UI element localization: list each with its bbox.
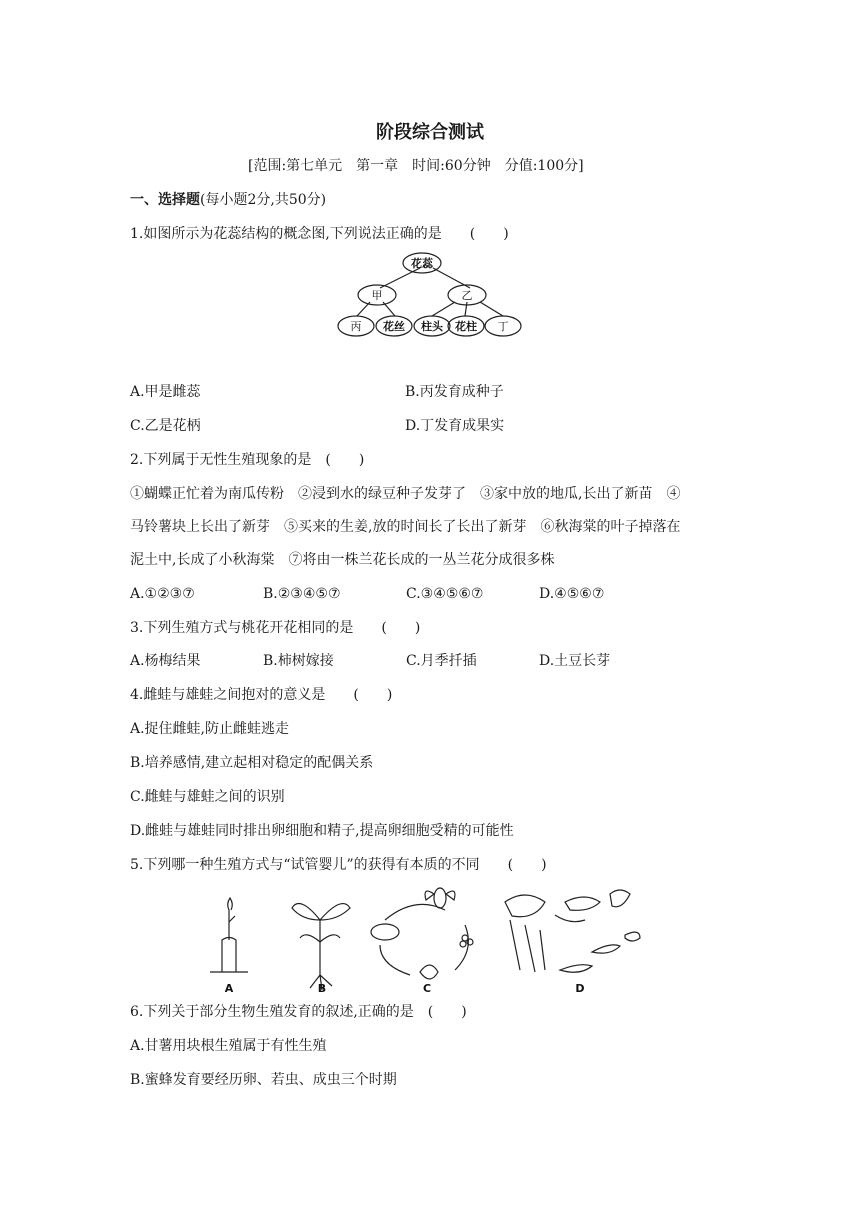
question-3-stem: 3.下列生殖方式与桃花开花相同的是 ( ) [130,620,421,636]
q5-figure [200,880,650,995]
q1-option-d: D.丁发育成果实 [405,418,505,434]
label-left: 甲 [371,289,383,302]
frog-lifecycle-illustration [505,890,640,972]
q6-option-a: A.甘薯用块根生殖属于有性生殖 [130,1038,327,1054]
question-1-stem: 1.如图所示为花蕊结构的概念图,下列说法正确的是 ( ) [130,226,509,242]
q3-option-a: A.杨梅结果 [130,653,201,669]
q1-option-c: C.乙是花柄 [130,418,201,434]
q5-label-c: C [422,982,432,995]
q5-label-d: D [575,982,585,995]
label-leaf-1: 丙 [350,320,362,333]
q6-option-b: B.蜜蜂发育要经历卵、若虫、成虫三个时期 [130,1072,397,1088]
section-title: 一、选择题 [130,192,200,208]
q4-option-c: C.雌蛙与雄蛙之间的识别 [130,789,285,805]
question-5-stem: 5.下列哪一种生殖方式与“试管婴儿”的获得有本质的不同 ( ) [130,857,547,873]
label-leaf-5: 丁 [497,320,509,333]
label-leaf-4: 花柱 [455,320,477,333]
q2-option-d: D.④⑤⑥⑦ [539,586,605,602]
q2-body-line-1: ①蝴蝶正忙着为南瓜传粉 ②浸到水的绿豆种子发芽了 ③家中放的地瓜,长出了新苗 ④ [130,486,681,502]
q2-option-a: A.①②③⑦ [130,586,195,602]
q5-label-b: B [317,982,327,995]
label-leaf-2: 花丝 [383,320,405,333]
q3-option-c: C.月季扦插 [406,653,477,669]
q2-body-line-3: 泥土中,长成了小秋海棠 ⑦将由一株兰花长成的一丛兰花分成很多株 [130,552,555,568]
exam-info: [范围:第七单元 第一章 时间:60分钟 分值:100分] [248,158,584,174]
q1-option-b: B.丙发育成种子 [405,384,504,400]
insect-lifecycle-illustration [371,888,473,979]
section-note: (每小题2分,共50分) [200,192,327,208]
q4-option-a: A.捉住雌蛙,防止雌蛙逃走 [130,721,290,737]
question-6-stem: 6.下列关于部分生物生殖发育的叙述,正确的是 ( ) [130,1004,467,1020]
q2-body-line-2: 马铃薯块上长出了新芽 ⑤买来的生姜,放的时间长了长出了新芽 ⑥秋海棠的叶子掉落在 [130,519,681,535]
q4-option-d: D.雌蛙与雄蛙同时排出卵细胞和精子,提高卵细胞受精的可能性 [130,823,514,839]
seedling-illustration [292,904,350,990]
cutting-illustration [210,898,248,972]
q2-option-b: B.②③④⑤⑦ [263,586,341,602]
question-4-stem: 4.雌蛙与雄蛙之间抱对的意义是 ( ) [130,687,393,703]
section-heading [130,191,326,209]
q3-option-d: D.土豆长芽 [539,653,611,669]
stamen-concept-diagram [335,250,525,345]
q1-option-a: A.甲是雌蕊 [130,384,201,400]
label-right: 乙 [461,289,473,302]
question-2-stem: 2.下列属于无性生殖现象的是 ( ) [130,452,365,468]
q3-option-b: B.柿树嫁接 [263,653,334,669]
q5-label-a: A [224,982,234,995]
page-title: 阶段综合测试 [376,122,484,143]
q2-option-c: C.③④⑤⑥⑦ [406,586,484,602]
label-root: 花蕊 [411,257,433,270]
label-leaf-3: 柱头 [421,320,443,333]
q4-option-b: B.培养感情,建立起相对稳定的配偶关系 [130,755,374,771]
